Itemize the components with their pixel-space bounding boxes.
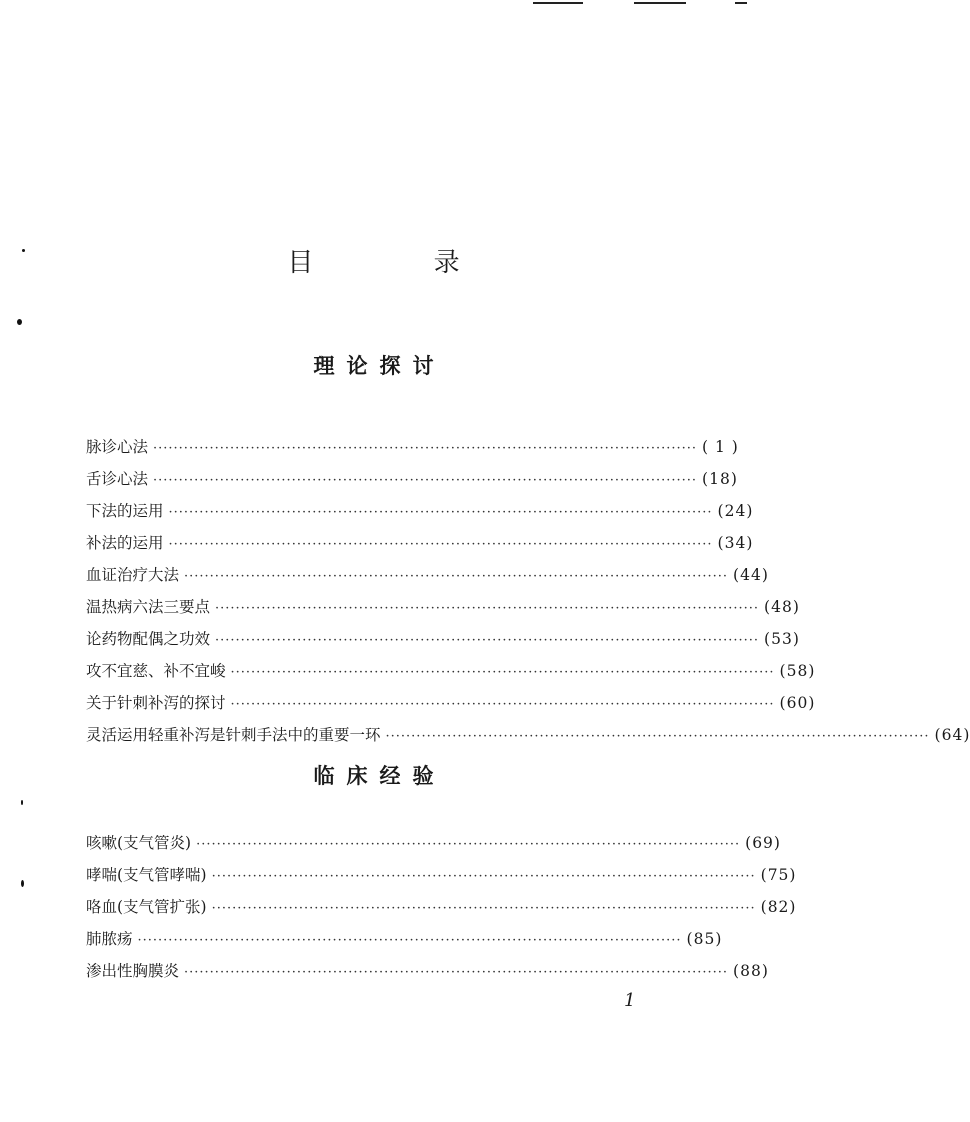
toc-entry-page: (69) — [745, 834, 781, 852]
toc-entry-page: (18) — [702, 470, 738, 488]
toc-leader-dots: ·········································································································· — [385, 729, 930, 744]
toc-entry-title: 咯血(支气管扩张) — [86, 898, 207, 916]
toc-leader-dots: ·········································································································· — [215, 633, 760, 648]
toc-entry-page: (24) — [717, 502, 754, 520]
toc-leader-dots: ·········································································································· — [137, 933, 682, 948]
toc-entry-title: 灵活运用轻重补泻是针刺手法中的重要一环 — [86, 726, 381, 744]
scan-speck — [17, 319, 22, 325]
toc-entry-page: (82) — [760, 898, 797, 916]
toc-entry[interactable] — [86, 563, 769, 595]
toc-leader-dots: ·········································································································· — [230, 665, 775, 680]
toc-entry[interactable] — [86, 499, 754, 531]
page-number: 1 — [624, 990, 636, 1011]
toc-leader-dots: ·········································································································· — [230, 697, 775, 712]
toc-entry-page: (75) — [760, 866, 797, 884]
toc-entry-title: 咳嗽(支气管炎) — [86, 834, 192, 852]
toc-entry-title: 温热病六法三要点 — [86, 598, 211, 616]
toc-leader-dots: ·········································································································· — [215, 601, 760, 616]
toc-entry[interactable] — [86, 959, 769, 991]
toc-entry[interactable] — [86, 467, 738, 499]
toc-entry-title: 哮喘(支气管哮喘) — [86, 866, 207, 884]
page-title: 目 录 — [287, 248, 516, 278]
toc-entry-title: 论药物配偶之功效 — [86, 630, 211, 648]
section-heading-clinical: 临床经验 — [313, 764, 446, 788]
toc-leader-dots: ·········································································································· — [153, 441, 698, 456]
toc-entry[interactable] — [86, 627, 800, 659]
toc-entry-title: 攻不宜慈、补不宜峻 — [86, 662, 226, 680]
top-rule-3 — [735, 2, 747, 4]
toc-leader-dots: ·········································································································· — [211, 869, 756, 884]
toc-entry-page: ( 1 ) — [702, 438, 739, 456]
toc-entry[interactable] — [86, 435, 739, 467]
scan-speck — [21, 880, 24, 887]
toc-entry[interactable] — [86, 927, 723, 959]
toc-entry[interactable] — [86, 691, 816, 723]
toc-entry[interactable] — [86, 863, 797, 895]
toc-entry-page: (48) — [764, 598, 800, 616]
toc-leader-dots: ·········································································································· — [196, 837, 741, 852]
toc-entry[interactable] — [86, 895, 797, 927]
toc-entry-title: 肺脓疡 — [86, 930, 133, 948]
top-rule-2 — [634, 2, 686, 4]
toc-leader-dots: ·········································································································· — [211, 901, 756, 916]
toc-leader-dots: ·········································································································· — [184, 965, 729, 980]
toc-entry[interactable] — [86, 659, 816, 691]
toc-entry-page: (53) — [764, 630, 800, 648]
toc-entry-page: (60) — [779, 694, 816, 712]
section-heading-theory: 理论探讨 — [313, 354, 446, 378]
toc-leader-dots: ·········································································································· — [168, 537, 713, 552]
toc-entry-title: 血证治疗大法 — [86, 566, 180, 584]
toc-leader-dots: ·········································································································· — [168, 505, 713, 520]
toc-entry-title: 关于针刺补泻的探讨 — [86, 694, 226, 712]
toc-entry-page: (85) — [686, 930, 723, 948]
toc-entry-page: (34) — [717, 534, 754, 552]
toc-entry-title: 渗出性胸膜炎 — [86, 962, 180, 980]
scan-speck — [21, 800, 23, 805]
toc-entry-title: 舌诊心法 — [86, 470, 149, 488]
toc-entry[interactable] — [86, 531, 754, 563]
top-rule-1 — [533, 2, 583, 4]
toc-entry-page: (58) — [779, 662, 816, 680]
toc-entry-page: (64) — [934, 726, 970, 744]
toc-list-clinical — [86, 831, 797, 991]
toc-entry-title: 补法的运用 — [86, 534, 164, 552]
toc-entry-title: 下法的运用 — [86, 502, 164, 520]
toc-leader-dots: ·········································································································· — [153, 473, 698, 488]
toc-entry-title: 脉诊心法 — [86, 438, 149, 456]
toc-entry[interactable] — [86, 723, 970, 755]
toc-entry[interactable] — [86, 595, 800, 627]
toc-entry-page: (88) — [733, 962, 769, 980]
toc-entry[interactable] — [86, 831, 781, 863]
toc-entry-page: (44) — [733, 566, 769, 584]
toc-leader-dots: ·········································································································· — [184, 569, 729, 584]
toc-list-theory — [86, 435, 970, 755]
